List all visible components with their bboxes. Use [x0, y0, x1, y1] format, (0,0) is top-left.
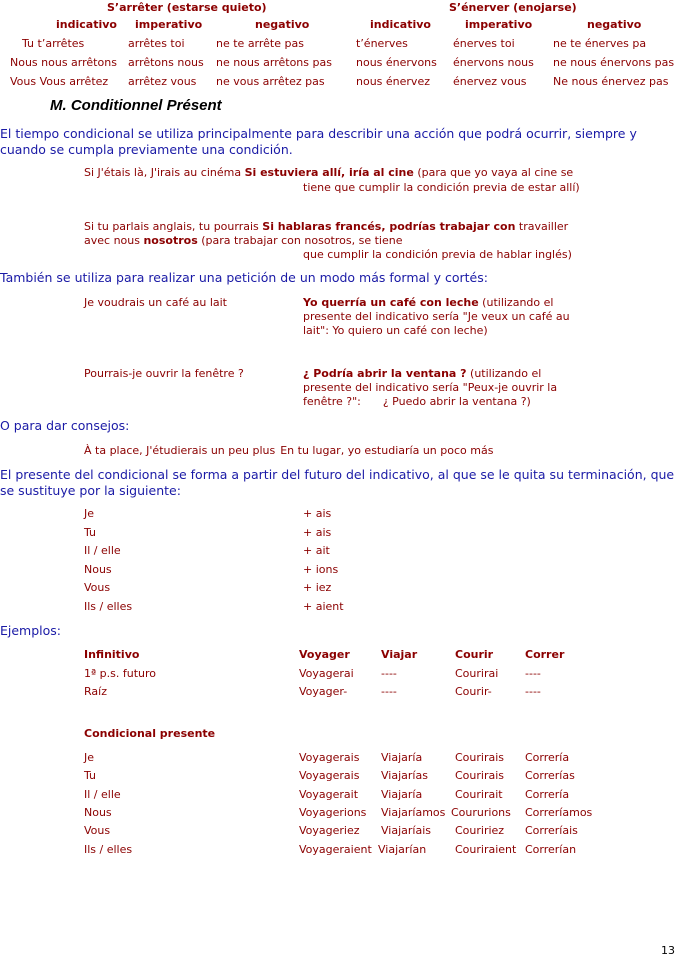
- ending-suffix: + ions: [303, 562, 339, 576]
- conditional-cell: Voyagerait: [299, 787, 359, 801]
- ending-suffix: + ais: [303, 507, 332, 520]
- section-title: M. Conditionnel Présent: [50, 97, 222, 114]
- example1-line2: tiene que cumplir la condición previa de estar allí): [303, 181, 580, 194]
- conditional-cell: Couriraient: [455, 842, 517, 856]
- top-table-cell: ne te énerves pa: [553, 37, 647, 50]
- examples-header: Viajar: [381, 648, 418, 661]
- examples-cell: ----: [525, 667, 541, 680]
- advice-intro: O para dar consejos:: [0, 418, 130, 433]
- conditional-cell: Correrían: [525, 842, 577, 856]
- advice-line: À ta place, J'étudierais un peu plus En tu lugar, yo estudiaría un poco más: [84, 444, 494, 457]
- conditional-cell: Voyagerais: [299, 751, 360, 764]
- example1-line1: Si J'étais là, J'irais au cinéma Si estuviera allí, iría al cine (para que yo vaya al cine se: [84, 166, 574, 179]
- conditional-cell: Courirais: [455, 769, 505, 783]
- conditional-cell: Courirait: [455, 787, 503, 801]
- top-table-cell: t’énerves: [356, 37, 408, 50]
- examples-cell: 1ª p.s. futuro: [84, 667, 157, 680]
- formation-intro: El presente del condicional se forma a partir del futuro del indicativo, al que se le quita su terminación, que se sustituye por la siguiente:: [0, 467, 675, 498]
- conditional-cell: Nous: [84, 805, 112, 819]
- top-table-cell: arrêtons nous: [128, 56, 204, 69]
- conditional-cell: Correrías: [525, 769, 575, 783]
- conditional-label: Condicional presente: [84, 727, 216, 740]
- conditional-cell: Tu: [84, 769, 97, 783]
- top-table-cell: ne te arrête pas: [216, 37, 304, 50]
- example2-line1: Si tu parlais anglais, tu pourrais Si hablaras francés, podrías trabajar con travailler: [84, 220, 569, 233]
- col-header: negativo: [255, 18, 310, 31]
- examples-header: Voyager: [299, 648, 350, 661]
- col-header: indicativo: [56, 18, 117, 31]
- conditional-cell: Voyagerions: [299, 805, 367, 819]
- top-table-cell: arrêtes toi: [128, 37, 185, 50]
- examples-header: Courir: [455, 648, 494, 661]
- left-verb-title: S’arrêter (estarse quieto): [107, 1, 267, 14]
- top-table-cell: nous énervez: [356, 75, 430, 88]
- col-header: negativo: [587, 18, 642, 31]
- top-table-cell: nous énervons: [356, 56, 437, 69]
- example2-line3: que cumplir la condición previa de hablar inglés): [303, 248, 572, 261]
- conditional-cell: Voyageraient: [299, 842, 372, 856]
- conditional-cell: Courirais: [455, 751, 505, 764]
- right-verb-title: S’énerver (enojarse): [449, 1, 577, 14]
- conditional-cell: Couririez: [455, 824, 505, 838]
- conditional-cell: Je: [84, 751, 95, 764]
- examples-cell: Courirai: [455, 667, 499, 680]
- ending-suffix: + ait: [303, 544, 330, 557]
- ending-pronoun: Nous: [84, 562, 112, 576]
- conditional-cell: Correría: [525, 787, 570, 801]
- formal-intro: También se utiliza para realizar una petición de un modo más formal y cortés:: [0, 270, 488, 285]
- formal2-fr: Pourrais-je ouvrir la fenêtre ?: [84, 367, 244, 380]
- top-table-cell: Vous Vous arrêtez: [10, 75, 109, 88]
- conditional-cell: Correríamos: [525, 805, 593, 819]
- conditional-cell: Viajarías: [381, 769, 428, 783]
- top-table-cell: énerves toi: [453, 37, 515, 50]
- ending-pronoun: Je: [84, 507, 95, 520]
- examples-cell: Voyager-: [299, 685, 348, 698]
- examples-label: Ejemplos:: [0, 623, 62, 638]
- examples-cell: Raíz: [84, 685, 107, 698]
- top-table-cell: énervons nous: [453, 56, 534, 69]
- formal1-es: Yo querría un café con leche (utilizando el presente del indicativo sería "Je veux un café au lait": Yo quiero un café con leche): [303, 296, 570, 337]
- examples-cell: ----: [381, 667, 397, 680]
- conditional-cell: Ils / elles: [84, 842, 133, 856]
- examples-header: Correr: [525, 648, 565, 661]
- top-table-cell: ne nous énervons pas: [553, 56, 675, 69]
- ending-suffix: + aient: [303, 599, 344, 613]
- ending-pronoun: Tu: [84, 525, 97, 539]
- top-table-cell: Ne nous énervez pas: [553, 75, 669, 88]
- top-table-cell: ne vous arrêtez pas: [216, 75, 325, 88]
- conditional-cell: Viajaría: [381, 751, 423, 764]
- top-table-cell: ne nous arrêtons pas: [216, 56, 332, 69]
- top-table-cell: arrêtez vous: [128, 75, 197, 88]
- examples-cell: Courir-: [455, 685, 492, 698]
- intro-paragraph: El tiempo condicional se utiliza principalmente para describir una acción que podrá ocurrir, siempre y cuando se cumpla previamente una condición.: [0, 126, 637, 157]
- conditional-cell: Voyageriez: [299, 824, 360, 838]
- examples-cell: ----: [381, 685, 397, 698]
- conditional-cell: Voyagerais: [299, 769, 360, 783]
- conditional-cell: Correría: [525, 751, 570, 764]
- examples-header: Infinitivo: [84, 648, 140, 661]
- conditional-cell: Viajaría: [381, 787, 423, 801]
- conditional-cell: Correríais: [525, 824, 578, 838]
- page-number: 13: [661, 944, 675, 957]
- examples-cell: ----: [525, 685, 541, 698]
- top-table-cell: énervez vous: [453, 75, 527, 88]
- ending-pronoun: Vous: [84, 581, 111, 594]
- example2-line2: avec nous nosotros (para trabajar con nosotros, se tiene: [84, 234, 403, 247]
- ending-suffix: + ais: [303, 525, 332, 539]
- conditional-cell: Viajaríamos: [381, 805, 446, 819]
- col-header: imperativo: [135, 18, 203, 31]
- col-header: indicativo: [370, 18, 431, 31]
- conditional-cell: Il / elle: [84, 787, 121, 801]
- top-table-cell: Nous nous arrêtons: [10, 56, 117, 69]
- conditional-cell: Vous: [84, 824, 111, 838]
- conditional-cell: Viajarían: [378, 842, 427, 856]
- ending-suffix: + iez: [303, 581, 332, 594]
- ending-pronoun: Il / elle: [84, 544, 121, 557]
- conditional-cell: Coururions: [451, 805, 511, 819]
- top-table-cell: Tu t’arrêtes: [22, 37, 85, 50]
- col-header: imperativo: [465, 18, 533, 31]
- ending-pronoun: Ils / elles: [84, 599, 133, 613]
- conditional-cell: Viajaríais: [381, 824, 431, 838]
- examples-cell: Voyagerai: [299, 667, 354, 680]
- formal2-es: ¿ Podría abrir la ventana ? (utilizando el presente del indicativo sería "Peux-je ouvrir la fenêtre ?": ¿ Puedo abrir la ventana ?): [303, 367, 558, 408]
- formal1-fr: Je voudrais un café au lait: [84, 296, 227, 309]
